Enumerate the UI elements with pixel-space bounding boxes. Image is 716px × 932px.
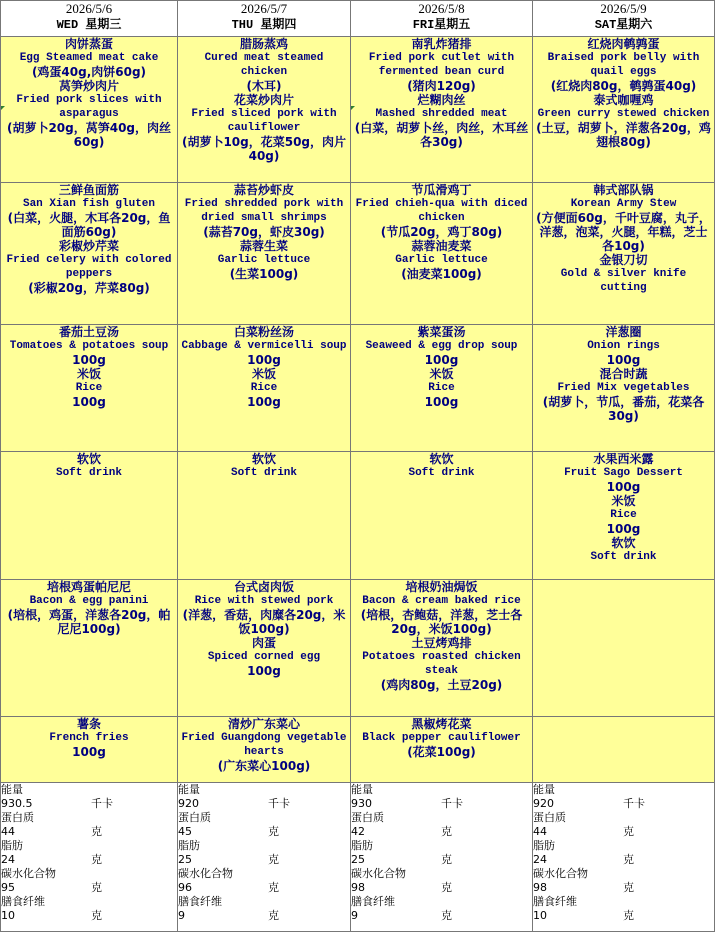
dish-item [533,452,714,494]
dish-name-zh: 腊肠蒸鸡 [239,37,288,51]
nutrient-unit: 克 [268,881,279,894]
dish-name-zh: 红烧肉鹌鹑蛋 [587,37,660,51]
dish-name-zh: 软饮 [76,452,101,466]
nutrient-unit: 克 [268,909,279,922]
dish-name-en: Fried Mix vegetables [557,382,690,394]
dish-item [533,325,714,367]
day-header [533,1,715,37]
dish-item [351,239,532,281]
dish-name-en: Soft drink [590,551,657,563]
dish-item [351,183,532,239]
dish-ingredients: 100g [606,353,641,367]
dish-ingredients: 100g [606,522,641,536]
menu-row-3 [1,325,715,452]
menu-cell [1,580,178,717]
dish-name-en: Fried pork cutlet with fermented bean curd [368,52,515,78]
dish-name-en: Rice [75,382,103,394]
nutrient-unit: 克 [91,909,102,922]
menu-cell [533,717,715,783]
dish-name-zh: 米饭 [251,367,276,381]
dish-item [533,93,714,149]
dish-name-zh: 土豆烤鸡排 [411,636,472,650]
dish-ingredients: 100g [247,395,281,409]
dish-ingredients: (鸡蛋40g,肉饼60g) [31,65,147,79]
dish-name-en: Soft drink [230,467,297,479]
dish-ingredients: 100g [606,480,641,494]
dish-name-en: Green curry stewed chicken [537,108,710,120]
menu-cell [1,183,178,325]
dish-item [178,717,350,773]
dish-item [1,183,177,239]
dish-item [351,325,532,367]
dish-ingredients: (油麦菜100g) [401,267,482,281]
dish-name-zh: 白菜粉丝汤 [233,325,294,339]
menu-row-1 [1,37,715,183]
menu-row-5 [1,580,715,717]
nutrient-value: 10 [1,909,15,922]
nutrient-unit: 克 [441,853,452,866]
nutrient-label: 能量 [1,783,23,796]
dish-item [1,37,177,79]
dish-name-en: Fried Guangdong vegetable hearts [181,732,347,758]
dish-name-zh: 韩式部队锅 [593,183,654,197]
nutrient-label: 蛋白质 [351,811,384,824]
dish-name-zh: 花菜炒肉片 [233,93,294,107]
nutrient-label: 膳食纤维 [533,895,577,908]
dish-ingredients: (蒜苔70g，虾皮30g) [203,225,325,239]
weekday: FRI星期五 [412,18,471,32]
nutrient-value: 920 [533,797,554,810]
dish-name-en: Braised pork belly with quail eggs [547,52,700,78]
dish-name-zh: 泰式咖喱鸡 [593,93,654,107]
dish-item [351,367,532,409]
nutrient-label: 碳水化合物 [351,867,406,880]
dish-name-en: Egg Steamed meat cake [19,52,159,64]
nutrient-label: 碳水化合物 [533,867,588,880]
dish-name-zh: 蒜蓉油麦菜 [411,239,472,253]
dish-ingredients: (猪肉120g) [407,79,476,93]
dish-ingredients: (胡萝卜10g，花菜50g，肉片40g) [181,135,347,163]
menu-row-6 [1,717,715,783]
dish-name-en: Fried sliced pork with cauliflower [191,108,337,134]
nutrient-unit: 克 [623,881,634,894]
nutrient-unit: 克 [91,881,102,894]
dish-name-en: Potatoes roasted chicken steak [362,651,521,677]
nutrient-unit: 千卡 [623,797,645,810]
dish-name-zh: 蒜蓉生菜 [239,239,288,253]
nutrient-label: 能量 [351,783,373,796]
dish-name-en: Onion rings [587,340,660,352]
nutrient-unit: 克 [91,825,102,838]
nutrient-value: 24 [533,853,547,866]
dish-name-zh: 蒜苔炒虾皮 [233,183,294,197]
dish-name-en: Korean Army Stew [570,198,677,210]
dish-item [533,183,714,253]
dish-name-zh: 肉饼蒸蛋 [64,37,113,51]
dish-name-en: Spiced corned egg [207,651,321,663]
dish-item [178,580,350,636]
dish-ingredients: (洋葱，香菇，肉糜各20g，米饭100g) [182,608,346,636]
dish-ingredients: (生菜100g) [229,267,299,281]
dish-ingredients: (广东菜心100g) [217,759,311,773]
menu-cell [1,325,178,452]
dish-item [351,452,532,480]
dish-ingredients: (胡萝卜20g，莴笋40g，肉丝60g) [6,121,172,149]
dish-ingredients: (节瓜20g，鸡丁80g) [380,225,503,239]
dish-name-zh: 清炒广东菜心 [227,717,300,731]
weekday: THU 星期四 [231,18,297,32]
nutrient-value: 45 [178,825,192,838]
dish-name-en: Fried chieh-qua with diced chicken [355,198,528,224]
dish-name-zh: 番茄土豆汤 [58,325,119,339]
dish-name-en: Gold & silver knife cutting [560,268,687,294]
date: 2026/5/6 [65,1,113,16]
nutrient-unit: 克 [623,853,634,866]
nutrient-value: 9 [178,909,185,922]
menu-cell [351,183,533,325]
nutrient-value: 95 [1,881,15,894]
dish-name-en: Seaweed & egg drop soup [365,340,518,352]
date: 2026/5/8 [418,1,465,16]
nutrition-cell [178,783,351,932]
nutrient-label: 脂肪 [533,839,555,852]
dish-ingredients: 100g [424,353,459,367]
dish-name-en: Fried shredded pork with dried small shrimps [184,198,344,224]
dish-item [178,452,350,480]
nutrient-value: 930 [351,797,372,810]
dish-name-en: Black pepper cauliflower [362,732,521,744]
nutrient-unit: 克 [91,853,102,866]
dish-ingredients: 100g [72,395,106,409]
menu-cell [1,452,178,580]
date: 2026/5/9 [600,1,647,16]
nutrition-cell [351,783,533,932]
nutrient-value: 25 [178,853,192,866]
dish-name-zh: 烂糊肉丝 [417,93,466,107]
dish-item [1,79,177,149]
menu-cell [533,580,715,717]
nutrition-row [1,783,715,932]
dish-ingredients: (土豆，胡萝卜，洋葱各20g，鸡翅根80g) [536,121,711,149]
nutrient-label: 膳食纤维 [351,895,395,908]
nutrient-value: 24 [1,853,15,866]
dish-name-zh: 洋葱圈 [605,325,642,339]
nutrient-label: 碳水化合物 [1,867,56,880]
dish-name-en: Soft drink [55,467,122,479]
dish-name-en: Rice [610,509,637,521]
nutrient-label: 膳食纤维 [178,895,222,908]
dish-name-zh: 薯条 [76,717,101,731]
dish-ingredients: 100g [72,745,106,759]
nutrient-value: 96 [178,881,192,894]
dish-name-zh: 紫菜蛋汤 [417,325,466,339]
dish-item [1,367,177,409]
comment-marker-icon [351,106,355,110]
nutrient-unit: 克 [441,825,452,838]
nutrient-label: 蛋白质 [178,811,211,824]
dish-ingredients: (木耳) [246,79,282,93]
menu-cell [351,717,533,783]
weekday: SAT星期六 [594,18,653,32]
nutrient-unit: 千卡 [441,797,463,810]
dish-name-zh: 软饮 [251,452,276,466]
dish-name-zh: 米饭 [429,367,454,381]
dish-name-zh: 三鲜鱼面筋 [58,183,119,197]
dish-item [351,93,532,149]
dish-ingredients: (白菜，火腿，木耳各20g，鱼面筋60g) [7,211,171,239]
nutrient-value: 10 [533,909,547,922]
nutrient-value: 9 [351,909,358,922]
dish-name-en: Fried celery with colored peppers [6,254,172,280]
dish-ingredients: 100g [247,353,281,367]
dish-name-zh: 软饮 [429,452,454,466]
dish-item [1,452,177,480]
menu-cell [1,37,178,183]
dish-name-en: Tomatoes & potatoes soup [9,340,169,352]
dish-item [1,580,177,636]
menu-cell [533,452,715,580]
menu-cell [178,580,351,717]
nutrient-label: 能量 [533,783,555,796]
nutrient-value: 44 [533,825,547,838]
nutrient-unit: 千卡 [91,797,113,810]
dish-name-en: San Xian fish gluten [22,198,156,210]
dish-name-en: French fries [49,732,129,744]
dish-name-en: Cabbage & vermicelli soup [181,340,347,352]
date: 2026/5/7 [240,1,288,16]
dish-item [1,239,177,295]
nutrient-unit: 千卡 [268,797,290,810]
dish-name-zh: 莴笋炒肉片 [58,79,119,93]
dish-ingredients: (花菜100g) [407,745,476,759]
date-header-row [1,1,715,37]
dish-name-en: Fried pork slices with asparagus [16,94,162,120]
weekday: WED 星期三 [56,18,122,32]
comment-marker-icon [1,106,5,110]
nutrient-value: 42 [351,825,365,838]
dish-item [533,494,714,536]
dish-name-en: Cured meat steamed chicken [204,52,324,78]
dish-name-en: Bacon & egg panini [29,595,149,607]
dish-name-zh: 金银刀切 [599,253,648,267]
dish-item [178,239,350,281]
dish-name-en: Bacon & cream baked rice [362,595,521,607]
dish-item [178,93,350,163]
dish-item [533,367,714,423]
dish-item [533,253,714,295]
menu-cell [178,325,351,452]
dish-item [1,325,177,367]
dish-ingredients: (鸡肉80g，土豆20g) [380,678,503,692]
dish-item [178,636,350,678]
day-header [1,1,178,37]
dish-name-zh: 彩椒炒芹菜 [58,239,119,253]
nutrition-cell [533,783,715,932]
dish-name-en: Rice [250,382,278,394]
nutrient-unit: 克 [268,853,279,866]
nutrient-label: 脂肪 [1,839,23,852]
nutrient-unit: 克 [268,825,279,838]
nutrient-value: 98 [351,881,365,894]
dish-ingredients: (方便面60g，千叶豆腐，丸子，洋葱，泡菜，火腿，年糕，芝士各10g) [536,211,711,253]
nutrient-label: 蛋白质 [533,811,566,824]
day-header [351,1,533,37]
dish-name-en: Fruit Sago Dessert [564,467,683,479]
dish-item [178,183,350,239]
nutrient-value: 44 [1,825,15,838]
dish-ingredients: 100g [424,395,459,409]
menu-cell [351,325,533,452]
dish-item [1,717,177,759]
nutrient-label: 蛋白质 [1,811,34,824]
nutrient-value: 25 [351,853,365,866]
nutrient-unit: 克 [441,909,452,922]
dish-name-zh: 节瓜滑鸡丁 [411,183,472,197]
dish-item [351,636,532,692]
menu-row-4 [1,452,715,580]
dish-name-en: Rice with stewed pork [194,595,334,607]
dish-item [178,325,350,367]
dish-ingredients: (白菜，胡萝卜丝，肉丝，木耳丝各30g) [354,121,529,149]
nutrient-value: 920 [178,797,199,810]
dish-ingredients: (彩椒20g，芹菜80g) [28,281,150,295]
dish-ingredients: 100g [247,664,281,678]
nutrient-label: 膳食纤维 [1,895,45,908]
nutrient-label: 脂肪 [178,839,200,852]
menu-cell [533,325,715,452]
menu-cell [351,580,533,717]
dish-name-zh: 黑椒烤花菜 [411,717,472,731]
day-header [178,1,351,37]
dish-name-zh: 肉蛋 [251,636,276,650]
nutrient-unit: 克 [623,825,634,838]
dish-item [533,536,714,564]
dish-name-zh: 混合时蔬 [599,367,648,381]
nutrient-unit: 克 [441,881,452,894]
dish-item [351,37,532,93]
menu-cell [178,183,351,325]
dish-name-zh: 台式卤肉饭 [233,580,294,594]
nutrient-unit: 克 [623,909,634,922]
nutrient-label: 碳水化合物 [178,867,233,880]
dish-ingredients: (胡萝卜，节瓜，番茄，花菜各30g) [542,395,705,423]
nutrient-label: 脂肪 [351,839,373,852]
dish-item [351,717,532,759]
dish-name-zh: 水果西米露 [593,452,654,466]
dish-item [351,580,532,636]
menu-cell [533,183,715,325]
menu-cell [351,452,533,580]
dish-name-zh: 软饮 [611,536,636,550]
dish-item [178,367,350,409]
dish-name-en: Rice [428,382,455,394]
dish-name-zh: 米饭 [611,494,636,508]
dish-ingredients: (培根，鸡蛋，洋葱各20g，帕尼尼100g) [7,608,171,636]
dish-name-en: Garlic lettuce [395,254,488,266]
dish-name-zh: 培根鸡蛋帕尼尼 [46,580,131,594]
dish-item [178,37,350,93]
dish-name-en: Garlic lettuce [217,254,311,266]
menu-cell [533,37,715,183]
menu-cell [351,37,533,183]
menu-cell [178,37,351,183]
menu-cell [178,717,351,783]
dish-ingredients: (红烧肉80g，鹌鹑蛋40g) [550,79,697,93]
menu-cell [1,717,178,783]
dish-name-en: Mashed shredded meat [375,108,508,120]
nutrient-value: 930.5 [1,797,33,810]
dish-ingredients: (培根，杏鲍菇，洋葱，芝士各20g，米饭100g) [360,608,523,636]
nutrition-cell [1,783,178,932]
dish-item [533,37,714,93]
dish-name-zh: 南乳炸猪排 [411,37,472,51]
nutrient-label: 能量 [178,783,200,796]
menu-cell [178,452,351,580]
nutrient-value: 98 [533,881,547,894]
menu-row-2 [1,183,715,325]
dish-name-en: Soft drink [408,467,475,479]
dish-ingredients: 100g [72,353,106,367]
dish-name-zh: 米饭 [76,367,101,381]
dish-name-zh: 培根奶油焗饭 [405,580,478,594]
